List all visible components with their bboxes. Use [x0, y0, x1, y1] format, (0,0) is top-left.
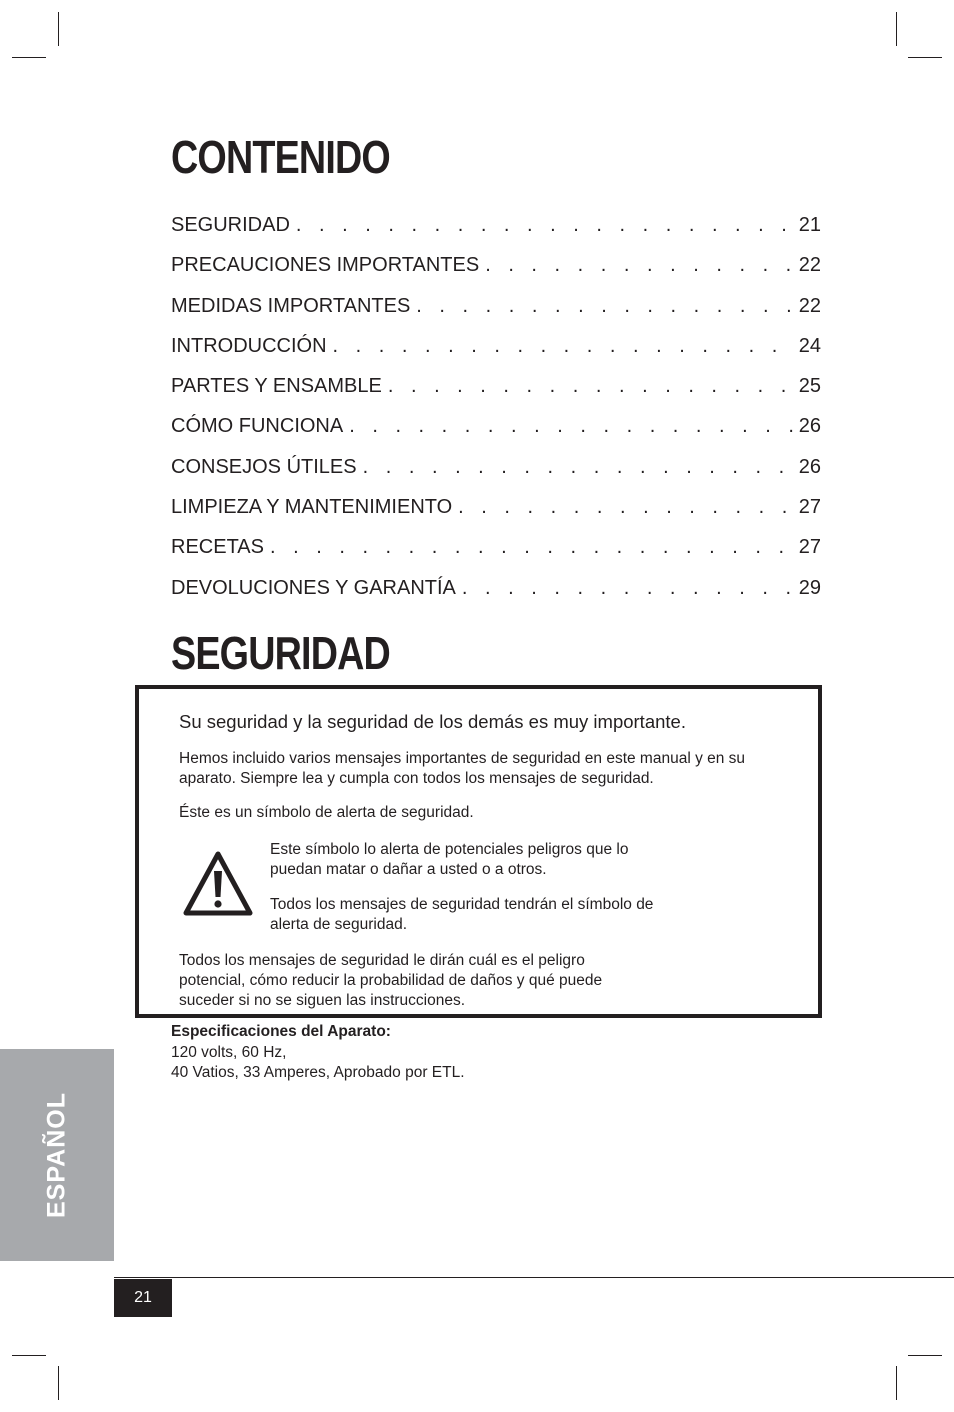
safety-notice-box — [135, 685, 822, 1018]
crop-mark — [896, 1366, 897, 1400]
page-number: 21 — [114, 1279, 172, 1317]
toc-label: CÓMO FUNCIONA — [171, 415, 344, 438]
toc-label: LIMPIEZA Y MANTENIMIENTO — [171, 496, 453, 519]
toc-page: 29 — [798, 576, 821, 599]
toc-page: 24 — [798, 334, 821, 357]
specs-line: 120 volts, 60 Hz, — [171, 1043, 287, 1061]
toc-page: 25 — [798, 375, 821, 398]
toc-page: 27 — [798, 536, 821, 559]
specs-line: 40 Vatios, 33 Amperes, Aprobado por ETL. — [171, 1064, 465, 1081]
toc-entry[interactable] — [171, 214, 821, 254]
toc-label: DEVOLUCIONES Y GARANTÍA — [171, 576, 456, 599]
crop-mark — [908, 1355, 942, 1356]
toc-page: 21 — [798, 214, 821, 236]
crop-mark — [12, 57, 46, 58]
toc-entry[interactable] — [171, 415, 821, 455]
toc-entry[interactable] — [171, 335, 821, 375]
specs-title: Especificaciones del Aparato: — [171, 1023, 391, 1040]
toc-leader-dots — [416, 295, 792, 318]
crop-mark — [908, 57, 942, 58]
appliance-specs — [171, 1022, 465, 1084]
toc-label: RECETAS — [171, 536, 264, 559]
toc-entry[interactable] — [171, 577, 821, 617]
safety-symbol-line: Éste es un símbolo de alerta de seguridad. — [179, 804, 474, 821]
crop-mark — [12, 1355, 46, 1356]
footer-rule — [114, 1277, 954, 1278]
toc-page: 27 — [798, 496, 821, 519]
safety-message-hazard: Este símbolo lo alerta de potenciales peligros que lo puedan matar o dañar a usted o a otros. — [270, 841, 629, 878]
toc-label: SEGURIDAD — [171, 214, 290, 236]
language-tab — [0, 1049, 114, 1261]
crop-mark — [896, 12, 897, 46]
safety-box-heading: Su seguridad y la seguridad de los demás es muy importante. — [179, 711, 686, 732]
toc-page: 26 — [798, 415, 821, 438]
toc-label: CONSEJOS ÚTILES — [171, 455, 357, 478]
crop-mark — [58, 1366, 59, 1400]
toc-entry[interactable] — [171, 375, 821, 415]
toc-entry[interactable] — [171, 254, 821, 294]
language-tab-label: ESPAÑOL — [42, 1092, 71, 1218]
toc-leader-dots — [349, 415, 793, 438]
warning-triangle-icon — [182, 849, 254, 919]
contents-title: CONTENIDO — [171, 131, 390, 183]
toc-leader-dots — [270, 536, 793, 559]
toc-leader-dots — [363, 456, 793, 479]
toc-entry[interactable] — [171, 456, 821, 496]
safety-message-symbol: Todos los mensajes de seguridad tendrán el símbolo de alerta de seguridad. — [270, 896, 654, 933]
toc-leader-dots — [458, 496, 793, 519]
safety-box-intro: Hemos incluido varios mensajes importantes de seguridad en este manual y en su aparato. Siempre lea y cumpla con todos los mensajes de seguridad. — [179, 750, 746, 787]
toc-leader-dots — [388, 375, 793, 398]
toc-entry[interactable] — [171, 496, 821, 536]
toc-page: 22 — [798, 254, 821, 277]
toc-label: PRECAUCIONES IMPORTANTES — [171, 254, 480, 277]
safety-title: SEGURIDAD — [171, 627, 390, 679]
toc-entry[interactable] — [171, 295, 821, 335]
toc-leader-dots — [333, 335, 793, 358]
toc-label: INTRODUCCIÓN — [171, 334, 327, 357]
toc-label: MEDIDAS IMPORTANTES — [171, 294, 411, 317]
safety-box-footer: Todos los mensajes de seguridad le dirán cuál es el peligro potencial, cómo reducir la probabilidad de daños y qué puede suceder si no se siguen las instrucciones. — [179, 952, 603, 1009]
toc-leader-dots — [485, 254, 793, 277]
toc-page: 26 — [798, 455, 821, 478]
toc-label: PARTES Y ENSAMBLE — [171, 375, 382, 398]
toc-leader-dots — [296, 214, 793, 237]
crop-mark — [58, 12, 59, 46]
toc-entry[interactable] — [171, 536, 821, 576]
table-of-contents — [171, 214, 821, 617]
toc-page: 22 — [798, 294, 821, 317]
toc-leader-dots — [462, 577, 793, 600]
